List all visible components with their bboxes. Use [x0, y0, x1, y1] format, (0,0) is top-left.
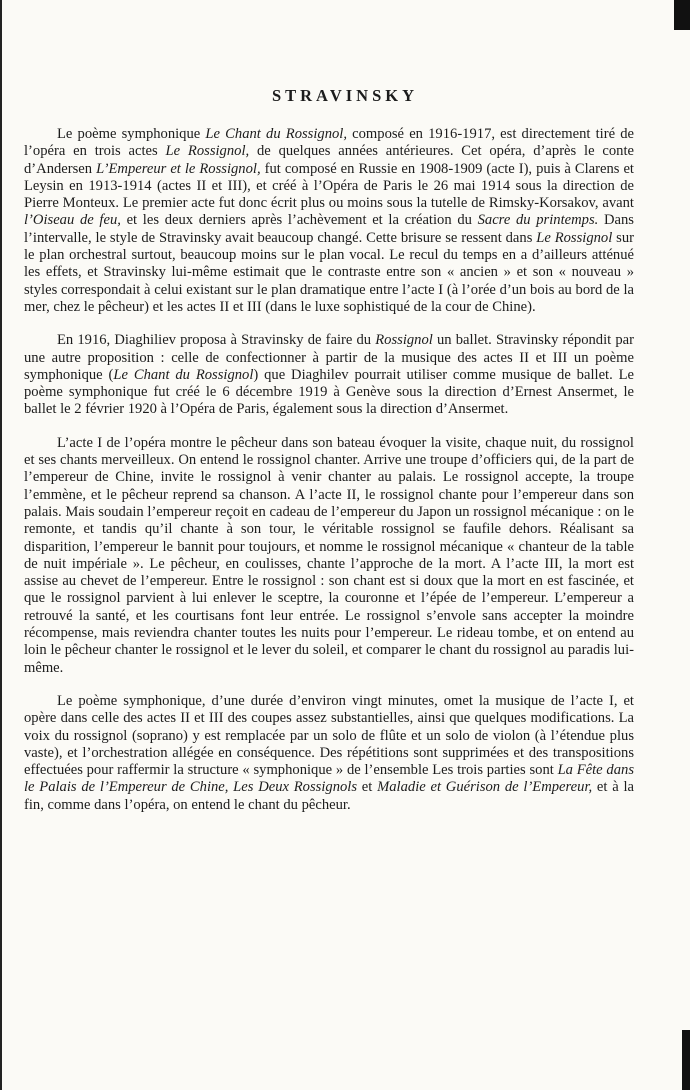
text-run: Le poème symphonique	[57, 126, 206, 142]
italic-title-run: Le Chant du Rossignol	[113, 366, 254, 383]
paragraph-symphonic-poem	[24, 693, 634, 814]
paragraph-ballet	[24, 332, 634, 418]
scan-edge-left	[0, 0, 2, 1090]
page-title: STRAVINSKY	[271, 86, 419, 105]
text-run: un ballet. Stravinsky répondit par une autre proposition : celle de confectionner à partir de la musique des actes II et III un poème symphonique (	[24, 332, 634, 383]
italic-title-run: Maladie et Guérison de l’Empereur,	[377, 779, 593, 796]
text-run: composé en 1916-1917, est directement tiré de l’opéra en trois actes	[24, 126, 634, 160]
text-run: et les deux derniers après l’achèvement et la création du	[120, 212, 478, 229]
text-run: L’acte I de l’opéra montre le pêcheur dans son bateau évoquer la visite, chaque nuit, du rossignol et ses chants merveilleux. On entend le rossignol chanter. Arrive une troupe d’officiers qui, de la part de l’empereur de Chine, invite le rossignol à venir chanter au palais. Le rossignol accepte, la troupe l’emmène, et le pêcheur reprend sa chanson. A l’acte II, le rossignol chante pour l’empereur dans son palais. Mais soudain l’empereur reçoit en cadeau de l’empereur du Japon un rossignol mécanique : on le remonte, et tandis qu’il chante à son tour, le véritable rossignol se faufile dehors. Réalisant sa disparition, l’empereur le bannit pour toujours, et nomme le rossignol mécanique « chanteur de la table de nuit impériale ». Le pêcheur, en coulisses, chante l’approche de la mort. A l’acte III, la mort est assise au chevet de l’empereur. Entre le rossignol : son chant est si doux que la mort en est fascinée, et que le rossignol parvient à lui enlever le sceptre, la couronne et l’épée de l’empereur. L’empereur a retrouvé la santé, et les courtisans font leur entrée. Le rossignol s’envole sans accepter la moindre récompense, mais reviendra chanter toutes les nuits pour l’empereur. Le rideau tombe, et on entend au loin le pêcheur chanter le rossignol et le lever du soleil, et comparer le chant du rossignol au paradis lui-même.	[24, 434, 634, 676]
italic-title-run: L’Empereur et le Rossignol,	[96, 160, 261, 177]
text-run: fut composé en Russie en 1908-1909 (acte I), puis à Clarens et Leysin en 1913-1914 (actes II et III), et créé à l’Opéra de Paris le 26 mai 1914 sous la direction de Pierre Monteux. Le premier acte fut donc écrit plus ou moins sous la tutelle de Rimsky-Korsakov, avant	[24, 160, 634, 212]
italic-title-run: Le Rossignol,	[165, 143, 250, 160]
text-run: Dans l’intervalle, le style de Stravinsky avait beaucoup changé. Cette brisure se ressent dans	[24, 212, 634, 246]
italic-title-run: l’Oiseau de feu,	[24, 212, 121, 229]
paragraph-synopsis	[24, 435, 634, 677]
text-run: de quelques années antérieures. Cet opéra, d’après le conte d’Andersen	[24, 143, 634, 177]
italic-title-run: Le Chant du Rossignol,	[205, 126, 347, 142]
paragraph-origin	[24, 126, 634, 316]
text-run: et	[357, 779, 378, 796]
italic-title-run: Le Rossignol	[536, 229, 613, 246]
text-run: Le poème symphonique, d’une durée d’environ vingt minutes, omet la musique de l’acte I, et opère dans celle des actes II et III des coupes assez substantielles, ainsi que quelques modifications. La voix du rossignol (soprano) y est remplacée par un solo de flûte et un solo de violon (à l’étendue plus vaste), et l’orchestration allégée en conséquence. Des répétitions sont supprimées et des transpositions effectuées pour raffermir la structure « symphonique » de l’ensemble Les trois parties sont	[24, 692, 634, 779]
text-run: En 1916, Diaghiliev proposa à Stravinsky de faire du	[57, 332, 376, 349]
italic-title-run: La Fête dans le Palais de l’Empereur de Chine, Les Deux Rossignols	[24, 762, 634, 796]
text-run: et à la fin, comme dans l’opéra, on entend le chant du pêcheur.	[24, 779, 634, 813]
italic-title-run: Rossignol	[375, 332, 433, 349]
body-text	[24, 126, 634, 830]
text-run: ) que Diaghilev pourrait utiliser comme musique de ballet. Le poème symphonique fut créé le 6 décembre 1919 à Genève sous la direction d’Ernest Ansermet, le ballet le 2 février 1920 à l’Opéra de Paris, également sous la direction d’Ansermet.	[24, 366, 635, 418]
scan-corner-bottom	[682, 1030, 690, 1090]
text-run: sur le plan orchestral surtout, beaucoup moins sur le plan vocal. Le recul du temps en a d’ailleurs atténué les effets, et Stravinsky lui-même estimait que le contraste entre son « ancien » et son « nouveau » styles correspondait à celui existant sur le plan dramatique entre l’acte I (à l’orée d’un bois au bord de la mer, chez le pêcheur) et les actes II et III (dans le luxe sophistiqué de la cour de Chine).	[24, 229, 634, 315]
scan-corner-top	[674, 0, 690, 30]
italic-title-run: Sacre du printemps.	[477, 212, 599, 229]
